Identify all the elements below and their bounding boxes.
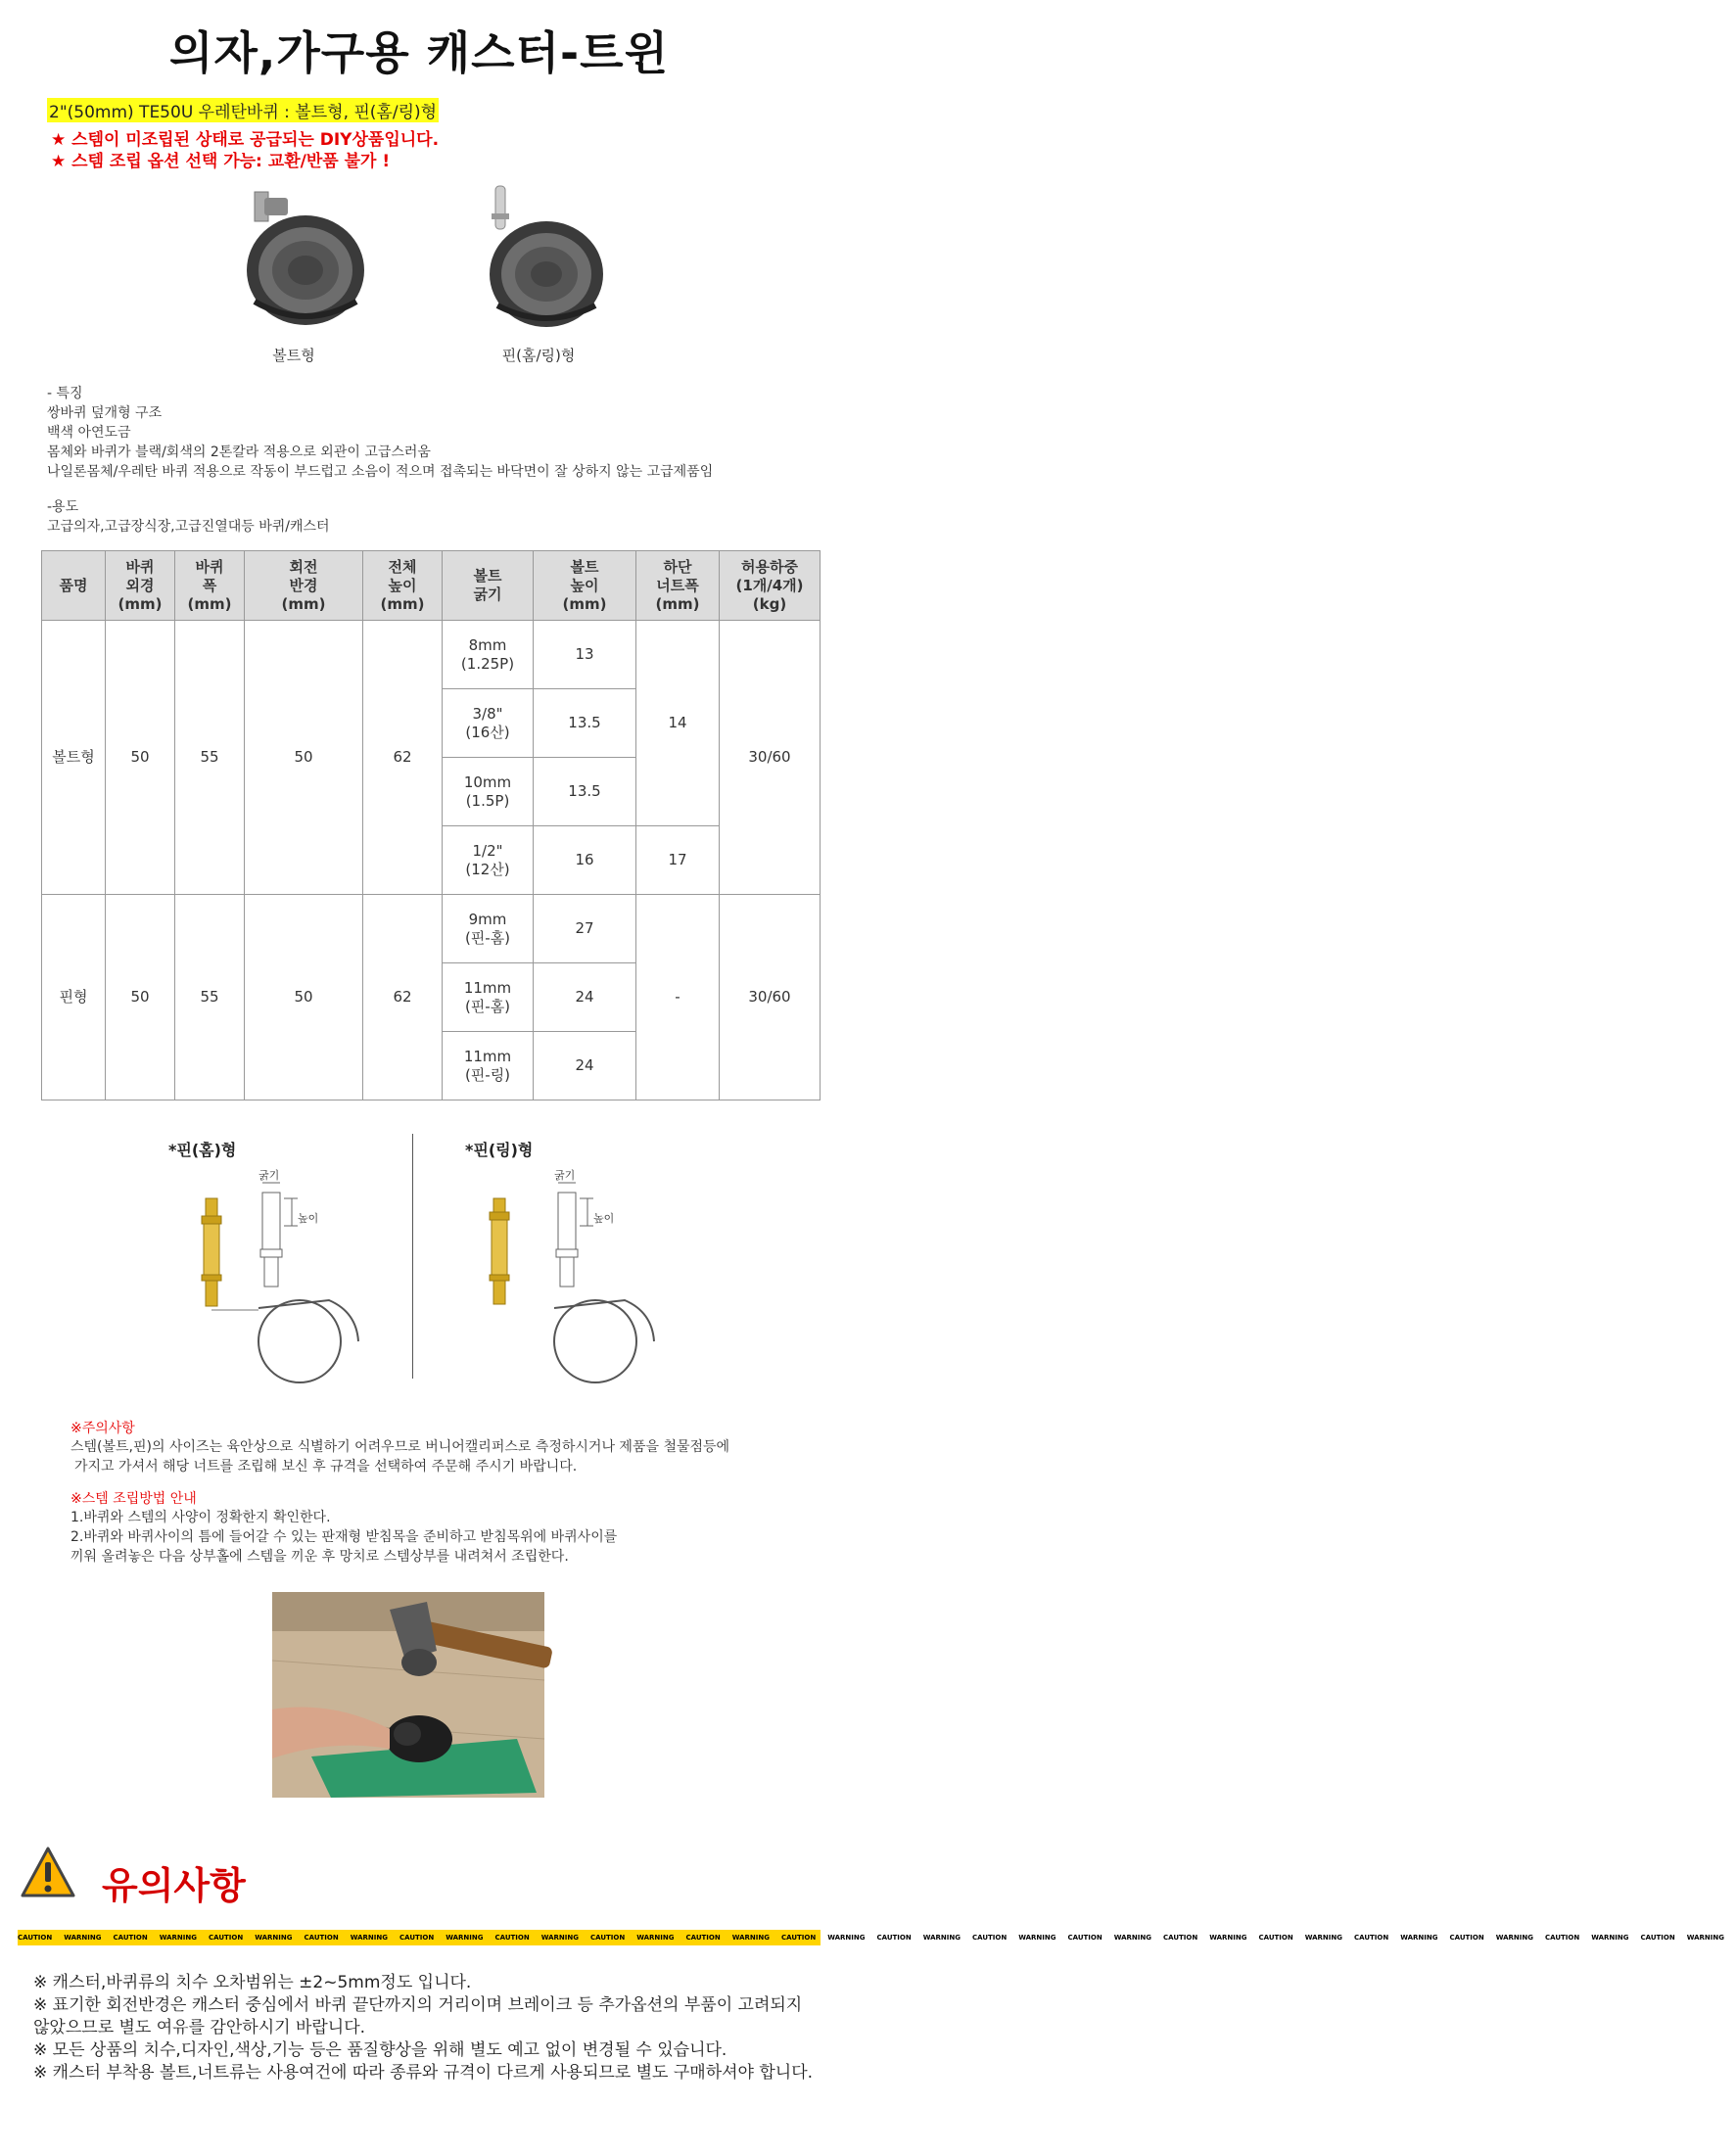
warning-strip-word: WARNING xyxy=(350,1934,388,1942)
caution-strip-word: CAUTION xyxy=(494,1934,530,1942)
warning-strip-word: WARNING xyxy=(446,1934,484,1942)
cell-outer: 50 xyxy=(106,621,175,895)
cell-height: 62 xyxy=(363,621,443,895)
cell-bolt-thick: 10mm (1.5P) xyxy=(443,758,534,826)
page-title: 의자,가구용 캐스터-트윈 xyxy=(169,26,669,79)
pin-ring-diagram xyxy=(476,1165,701,1376)
cell-bolt-height: 13.5 xyxy=(534,758,636,826)
col-header-bolt-height: 볼트 높이 (mm) xyxy=(534,551,636,621)
cell-load: 30/60 xyxy=(720,895,821,1100)
assembly-line: 1.바퀴와 스템의 사양이 정확한지 확인한다. xyxy=(70,1510,331,1525)
cell-bolt-thick: 9mm (핀-홈) xyxy=(443,895,534,963)
cell-bolt-height: 13 xyxy=(534,621,636,689)
pin-groove-diagram-title: *핀(홈)형 xyxy=(168,1141,237,1159)
col-header-radius: 회전 반경 (mm) xyxy=(245,551,363,621)
caution-strip-word: CAUTION xyxy=(1545,1934,1580,1942)
col-header-bolt-thick: 볼트 굵기 xyxy=(443,551,534,621)
pin-type-caption: 핀(홈/링)형 xyxy=(501,347,576,364)
usage-text: 고급의자,고급장식장,고급진열대등 바퀴/캐스터 xyxy=(47,519,330,535)
cell-name: 볼트형 xyxy=(42,621,106,895)
assembly-line: 2.바퀴와 바퀴사이의 틈에 들어갈 수 있는 판재형 받침목을 준비하고 받침목위에 바퀴사이를 xyxy=(70,1529,618,1545)
table-header-row xyxy=(42,551,821,621)
caution-note: ※ 모든 상품의 치수,디자인,색상,기능 등은 품질향상을 위해 별도 예고 없이 변경될 수 있습니다. xyxy=(33,2040,727,2060)
cell-width: 55 xyxy=(175,895,245,1100)
cell-bolt-thick: 11mm (핀-홈) xyxy=(443,963,534,1032)
thickness-label: 굵기 xyxy=(554,1169,576,1182)
cell-nut: - xyxy=(636,895,720,1100)
notice-line: 가지고 가셔서 해당 너트를 조립해 보신 후 규격을 선택하여 주문해 주시기 바랍니다. xyxy=(74,1459,578,1475)
height-label: 높이 xyxy=(593,1212,615,1225)
cell-nut: 17 xyxy=(636,826,720,895)
usage-heading: -용도 xyxy=(47,499,79,515)
warning-strip-word: WARNING xyxy=(64,1934,102,1942)
pin-type-caster-photo xyxy=(468,184,615,331)
thickness-label: 굵기 xyxy=(258,1169,280,1182)
caution-strip xyxy=(18,1930,1724,1945)
col-header-outer: 바퀴 외경 (mm) xyxy=(106,551,175,621)
caution-strip-word: CAUTION xyxy=(781,1934,817,1942)
warning-strip-word: WARNING xyxy=(1591,1934,1629,1942)
col-header-load: 허용하중 (1개/4개) (kg) xyxy=(720,551,821,621)
caution-strip-word: CAUTION xyxy=(1258,1934,1293,1942)
height-label: 높이 xyxy=(298,1212,319,1225)
caution-note: ※ 표기한 회전반경은 캐스터 중심에서 바퀴 끝단까지의 거리이며 브레이크 등 추가옵션의 부품이 고려되지 않았으므로 별도 여유를 감안하시기 바랍니다. xyxy=(33,1995,803,2037)
cell-width: 55 xyxy=(175,621,245,895)
warning-strip-word: WARNING xyxy=(731,1934,770,1942)
col-header-nut: 하단 너트폭 (mm) xyxy=(636,551,720,621)
caution-strip-word: CAUTION xyxy=(1163,1934,1198,1942)
notice-heading: ※주의사항 xyxy=(70,1421,135,1436)
notice-line: 스템(볼트,핀)의 사이즈는 육안상으로 식별하기 어려우므로 버니어캘리퍼스로 측정하시거나 제품을 철물점등에 xyxy=(70,1439,730,1455)
cell-bolt-height: 24 xyxy=(534,963,636,1032)
feature-line: 몸체와 바퀴가 블랙/회색의 2톤칼라 적용으로 외관이 고급스러움 xyxy=(47,445,431,460)
warning-strip-word: WARNING xyxy=(827,1934,866,1942)
feature-line: 쌍바퀴 덮개형 구조 xyxy=(47,405,163,421)
caution-strip-word: CAUTION xyxy=(113,1934,148,1942)
cell-bolt-height: 16 xyxy=(534,826,636,895)
pin-ring-diagram-title: *핀(링)형 xyxy=(465,1141,534,1159)
cell-bolt-height: 24 xyxy=(534,1032,636,1100)
assembly-heading: ※스템 조립방법 안내 xyxy=(70,1491,197,1507)
cell-bolt-height: 27 xyxy=(534,895,636,963)
product-subtitle: 2"(50mm) TE50U 우레탄바퀴 : 볼트형, 핀(홈/링)형 xyxy=(47,98,439,122)
warning-strip-word: WARNING xyxy=(159,1934,197,1942)
warning-strip-word: WARNING xyxy=(1304,1934,1342,1942)
warning-strip-word: WARNING xyxy=(1209,1934,1247,1942)
caution-strip-word: CAUTION xyxy=(685,1934,721,1942)
table-row xyxy=(42,621,821,689)
caution-strip-word: CAUTION xyxy=(399,1934,435,1942)
feature-line: 백색 아연도금 xyxy=(47,425,131,441)
caution-heading: 유의사항 xyxy=(102,1864,246,1907)
caution-strip-word: CAUTION xyxy=(209,1934,244,1942)
cell-bolt-thick: 1/2" (12산) xyxy=(443,826,534,895)
caution-strip-word: CAUTION xyxy=(18,1934,53,1942)
diy-warning: ★ 스템이 미조립된 상태로 공급되는 DIY상품입니다. xyxy=(51,130,440,150)
cell-height: 62 xyxy=(363,895,443,1100)
caution-strip-word: CAUTION xyxy=(1449,1934,1484,1942)
caution-strip-word: CAUTION xyxy=(590,1934,626,1942)
warning-strip-word: WARNING xyxy=(1113,1934,1151,1942)
feature-line: 나일론몸체/우레탄 바퀴 적용으로 작동이 부드럽고 소음이 적으며 접촉되는 바닥면이 잘 상하지 않는 고급제품임 xyxy=(47,464,714,480)
caution-notes xyxy=(33,1972,817,2084)
col-header-width: 바퀴 폭 (mm) xyxy=(175,551,245,621)
caution-note: ※ 캐스터 부착용 볼트,너트류는 사용여건에 따라 종류와 규격이 다르게 사용되므로 별도 구매하셔야 합니다. xyxy=(33,2063,814,2083)
bolt-type-caster-photo xyxy=(225,184,372,331)
warning-triangle-icon xyxy=(20,1845,76,1901)
caution-strip-word: CAUTION xyxy=(876,1934,912,1942)
bolt-type-caption: 볼트형 xyxy=(272,347,315,364)
pin-groove-diagram xyxy=(182,1165,407,1376)
caution-strip-word: CAUTION xyxy=(1067,1934,1103,1942)
table-row xyxy=(42,895,821,963)
caution-note: ※ 캐스터,바퀴류의 치수 오차범위는 ±2~5mm정도 입니다. xyxy=(33,1973,472,1992)
cell-bolt-thick: 3/8" (16산) xyxy=(443,689,534,758)
cell-bolt-height: 13.5 xyxy=(534,689,636,758)
cell-name: 핀형 xyxy=(42,895,106,1100)
cell-radius: 50 xyxy=(245,895,363,1100)
assembly-photo xyxy=(272,1592,544,1798)
warning-strip-word: WARNING xyxy=(1686,1934,1724,1942)
option-warning: ★ 스템 조립 옵션 선택 가능: 교환/반품 불가 ! xyxy=(51,152,391,171)
warning-strip-word: WARNING xyxy=(922,1934,961,1942)
diagram-divider xyxy=(412,1134,413,1379)
warning-strip-word: WARNING xyxy=(1495,1934,1533,1942)
assembly-line: 끼워 올려놓은 다음 상부홀에 스템을 끼운 후 망치로 스템상부를 내려쳐서 조립한다. xyxy=(70,1549,569,1565)
cell-radius: 50 xyxy=(245,621,363,895)
cell-outer: 50 xyxy=(106,895,175,1100)
warning-strip-word: WARNING xyxy=(636,1934,675,1942)
col-header-height: 전체 높이 (mm) xyxy=(363,551,443,621)
caution-strip-word: CAUTION xyxy=(1354,1934,1389,1942)
caution-strip-word: CAUTION xyxy=(1640,1934,1675,1942)
cell-bolt-thick: 8mm (1.25P) xyxy=(443,621,534,689)
col-header-name: 품명 xyxy=(42,551,106,621)
caution-strip-word: CAUTION xyxy=(972,1934,1008,1942)
cell-nut: 14 xyxy=(636,621,720,826)
warning-strip-word: WARNING xyxy=(1018,1934,1056,1942)
caution-strip-word: CAUTION xyxy=(304,1934,339,1942)
spec-table xyxy=(41,550,821,1100)
cell-bolt-thick: 11mm (핀-링) xyxy=(443,1032,534,1100)
warning-strip-word: WARNING xyxy=(1400,1934,1438,1942)
features-heading: - 특징 xyxy=(47,386,83,401)
cell-load: 30/60 xyxy=(720,621,821,895)
warning-strip-word: WARNING xyxy=(255,1934,293,1942)
warning-strip-word: WARNING xyxy=(540,1934,579,1942)
